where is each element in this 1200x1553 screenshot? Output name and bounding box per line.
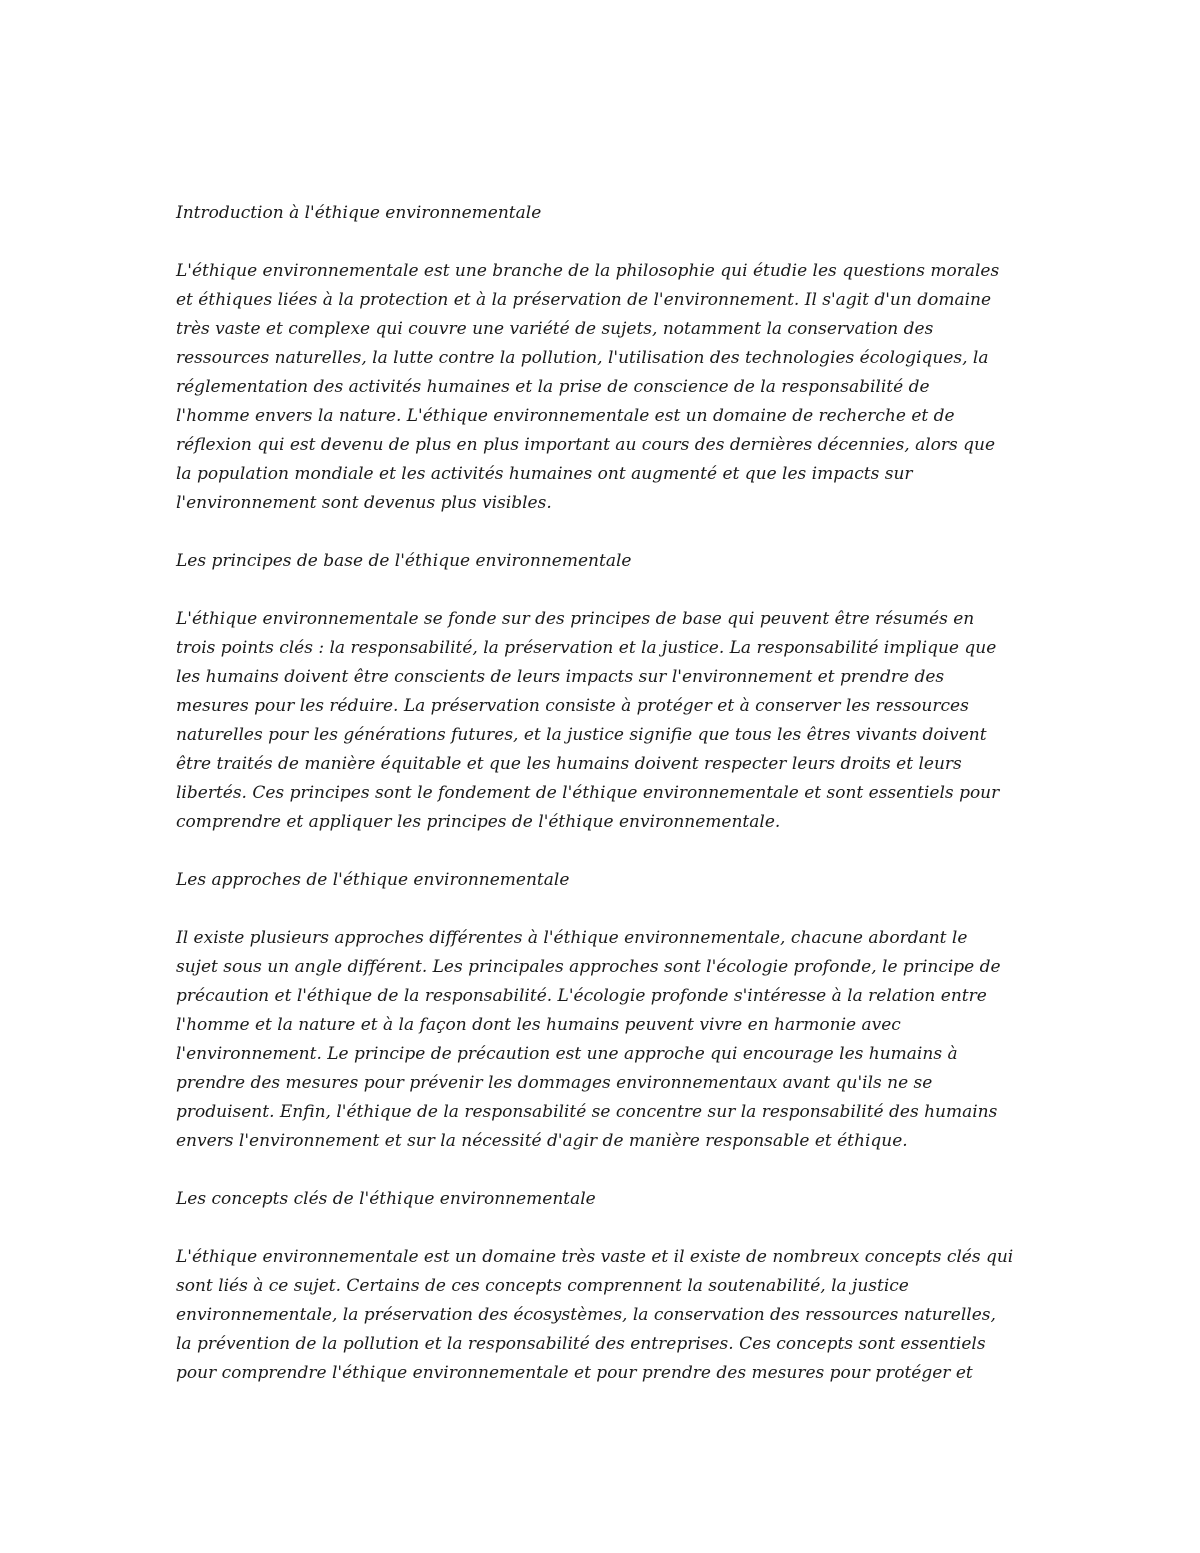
text-line: Il existe plusieurs approches différentes à l'éthique environnementale, chacune abordant le (176, 928, 968, 948)
text-line: la population mondiale et les activités humaines ont augmenté et que les impacts sur (176, 464, 913, 484)
section-heading: Les concepts clés de l'éthique environnementale (176, 1189, 596, 1209)
text-line: L'éthique environnementale est une branche de la philosophie qui étudie les questions morales (176, 261, 1000, 281)
text-line: mesures pour les réduire. La préservation consiste à protéger et à conserver les ressources (176, 696, 969, 716)
text-line: environnementale, la préservation des écosystèmes, la conservation des ressources naturelles, (176, 1305, 996, 1325)
section-heading: Les principes de base de l'éthique environnementale (176, 551, 632, 571)
text-line: sont liés à ce sujet. Certains de ces concepts comprennent la soutenabilité, la justice (176, 1276, 909, 1296)
text-line: comprendre et appliquer les principes de l'éthique environnementale. (176, 812, 781, 832)
text-line: sujet sous un angle différent. Les principales approches sont l'écologie profonde, le principe de (176, 957, 1001, 977)
text-line: réglementation des activités humaines et la prise de conscience de la responsabilité de (176, 377, 930, 397)
text-line: envers l'environnement et sur la nécessité d'agir de manière responsable et éthique. (176, 1131, 908, 1151)
text-line: libertés. Ces principes sont le fondement de l'éthique environnementale et sont essentiels pour (176, 783, 1000, 803)
text-line: les humains doivent être conscients de leurs impacts sur l'environnement et prendre des (176, 667, 945, 687)
text-line: pour comprendre l'éthique environnementale et pour prendre des mesures pour protéger et (176, 1363, 973, 1383)
text-line: naturelles pour les générations futures, et la justice signifie que tous les êtres vivants doivent (176, 725, 987, 745)
paragraph-gap (176, 576, 1036, 605)
text-line: l'environnement sont devenus plus visibles. (176, 493, 552, 513)
text-line: prendre des mesures pour prévenir les dommages environnementaux avant qu'ils ne se (176, 1073, 933, 1093)
text-line: réflexion qui est devenu de plus en plus important au cours des dernières décennies, alors que (176, 435, 996, 455)
document-body (176, 199, 1036, 1388)
paragraph-gap (176, 837, 1036, 866)
paragraph-gap (176, 228, 1036, 257)
section-paragraph (176, 257, 1036, 518)
paragraph-gap (176, 518, 1036, 547)
text-line: l'homme envers la nature. L'éthique environnementale est un domaine de recherche et de (176, 406, 955, 426)
paragraph-gap (176, 895, 1036, 924)
section-paragraph (176, 605, 1036, 837)
section-heading: Les approches de l'éthique environnementale (176, 870, 570, 890)
section-paragraph (176, 924, 1036, 1156)
text-line: très vaste et complexe qui couvre une variété de sujets, notamment la conservation des (176, 319, 934, 339)
text-line: L'éthique environnementale se fonde sur des principes de base qui peuvent être résumés en (176, 609, 975, 629)
text-line: précaution et l'éthique de la responsabilité. L'écologie profonde s'intéresse à la relation entre (176, 986, 987, 1006)
text-line: ressources naturelles, la lutte contre la pollution, l'utilisation des technologies écologiques, la (176, 348, 989, 368)
text-line: produisent. Enfin, l'éthique de la responsabilité se concentre sur la responsabilité des humains (176, 1102, 998, 1122)
text-line: l'homme et la nature et à la façon dont les humains peuvent vivre en harmonie avec (176, 1015, 901, 1035)
text-line: L'éthique environnementale est un domaine très vaste et il existe de nombreux concepts clés qui (176, 1247, 1014, 1267)
text-line: être traités de manière équitable et que les humains doivent respecter leurs droits et leurs (176, 754, 962, 774)
text-line: trois points clés : la responsabilité, la préservation et la justice. La responsabilité implique que (176, 638, 997, 658)
section-heading: Introduction à l'éthique environnementale (176, 203, 542, 223)
text-line: et éthiques liées à la protection et à la préservation de l'environnement. Il s'agit d'un domaine (176, 290, 992, 310)
paragraph-gap (176, 1156, 1036, 1185)
text-line: la prévention de la pollution et la responsabilité des entreprises. Ces concepts sont essentiels (176, 1334, 986, 1354)
section-paragraph (176, 1243, 1036, 1388)
paragraph-gap (176, 1214, 1036, 1243)
text-line: l'environnement. Le principe de précaution est une approche qui encourage les humains à (176, 1044, 958, 1064)
